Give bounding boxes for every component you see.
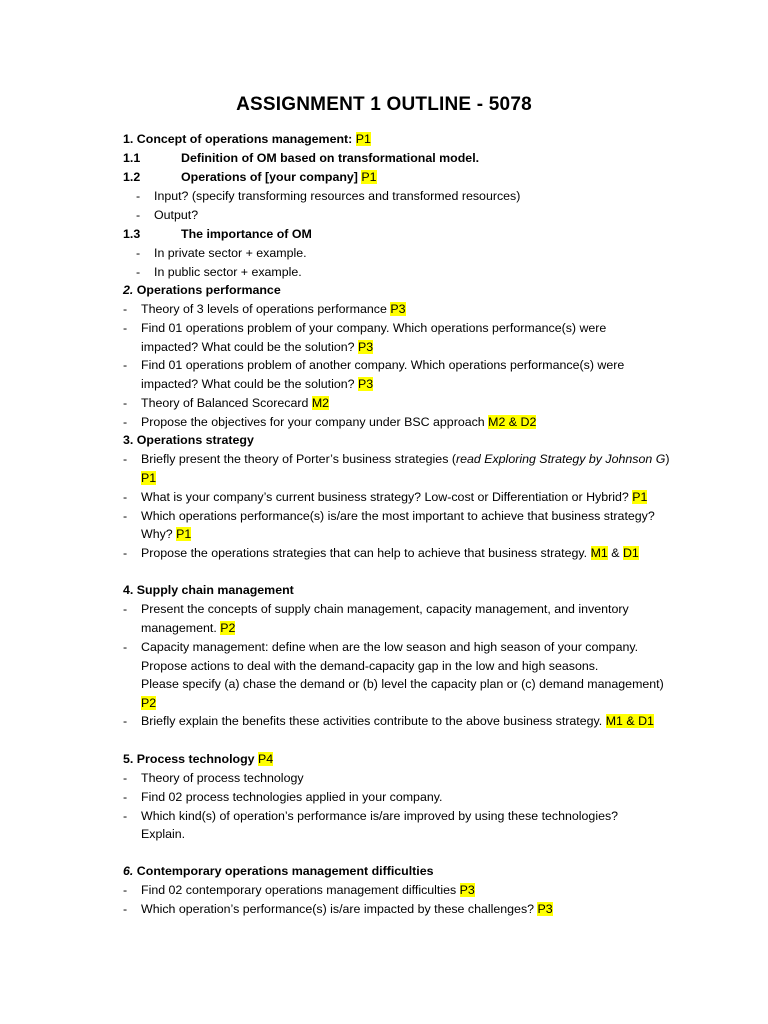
line-text: Briefly explain the benefits these activities contribute to the above business strategy. xyxy=(141,714,603,728)
grade-tag: M1 xyxy=(590,546,608,560)
bullet-dash: - xyxy=(123,771,128,785)
outline-line xyxy=(141,712,654,730)
outline-line xyxy=(141,319,606,337)
outline-line xyxy=(141,694,156,712)
bullet-dash: - xyxy=(123,509,128,523)
line-text-after: ) xyxy=(665,452,670,466)
line-text: Supply chain management xyxy=(136,583,294,597)
outline-line xyxy=(141,488,647,506)
outline-heading xyxy=(123,750,273,768)
outline-line xyxy=(141,807,618,825)
outline-line xyxy=(141,338,373,356)
bullet-dash: - xyxy=(123,396,128,410)
section-number: 3. xyxy=(123,433,134,447)
line-text: impacted? What could be the solution? xyxy=(141,340,355,354)
outline-heading xyxy=(123,149,479,167)
outline-line xyxy=(141,450,670,468)
section-number: 6. xyxy=(123,864,134,878)
grade-tag: P3 xyxy=(390,302,406,316)
line-text: Operations performance xyxy=(136,283,281,297)
bullet-dash: - xyxy=(123,640,128,654)
outline-line xyxy=(141,525,191,543)
bullet-dash: - xyxy=(136,265,141,279)
section-number: 4. xyxy=(123,583,134,597)
bullet-dash: - xyxy=(136,208,141,222)
tag-separator: & xyxy=(607,546,623,560)
bullet-dash: - xyxy=(123,883,128,897)
outline-line xyxy=(154,263,302,281)
outline-line xyxy=(141,769,304,787)
bullet-dash: - xyxy=(136,246,141,260)
bullet-dash: - xyxy=(123,490,128,504)
outline-line xyxy=(141,788,442,806)
line-text: Present the concepts of supply chain management, capacity management, and inventory xyxy=(141,602,629,616)
line-text: In private sector + example. xyxy=(154,246,307,260)
grade-tag: P1 xyxy=(141,471,157,485)
line-text: Why? xyxy=(141,527,173,541)
line-text: Concept of operations management: xyxy=(136,132,353,146)
outline-line xyxy=(154,206,198,224)
line-text: Definition of OM based on transformational model. xyxy=(181,151,480,165)
bullet-dash: - xyxy=(123,321,128,335)
grade-tag: P1 xyxy=(632,490,648,504)
outline-line xyxy=(141,394,329,412)
outline-line xyxy=(141,600,629,618)
bullet-dash: - xyxy=(123,602,128,616)
line-text: Theory of Balanced Scorecard xyxy=(141,396,309,410)
section-number: 1.2 xyxy=(123,170,141,184)
line-text: Contemporary operations management difficulties xyxy=(136,864,434,878)
section-number: 1.3 xyxy=(123,227,141,241)
outline-line xyxy=(141,675,664,693)
bullet-dash: - xyxy=(123,790,128,804)
line-text: Propose the operations strategies that can help to achieve that business strategy. xyxy=(141,546,588,560)
line-text: Briefly present the theory of Porter’s business strategies ( xyxy=(141,452,456,466)
line-text: management. xyxy=(141,621,217,635)
line-text: Output? xyxy=(154,208,199,222)
line-text: Input? (specify transforming resources and transformed resources) xyxy=(154,189,521,203)
outline-line xyxy=(141,469,156,487)
line-text: Operations strategy xyxy=(136,433,254,447)
bullet-dash: - xyxy=(136,189,141,203)
grade-tag: P3 xyxy=(357,340,374,354)
line-italic-text: read Exploring Strategy by Johnson G xyxy=(455,452,666,466)
bullet-dash: - xyxy=(123,546,128,560)
line-text: In public sector + example. xyxy=(154,265,302,279)
outline-line xyxy=(141,638,638,656)
bullet-dash: - xyxy=(123,302,128,316)
line-text: Please specify (a) chase the demand or (b) level the capacity plan or (c) demand management) xyxy=(141,677,664,691)
line-text: What is your company’s current business strategy? Low-cost or Differentiation or Hybrid? xyxy=(141,490,629,504)
line-text: Find 02 process technologies applied in your company. xyxy=(141,790,443,804)
outline-line xyxy=(141,507,655,525)
line-text: Which operation’s performance(s) is/are impacted by these challenges? xyxy=(141,902,535,916)
grade-tag: P4 xyxy=(258,752,274,766)
outline-heading xyxy=(123,168,377,186)
section-number: 1. xyxy=(123,132,134,146)
outline-line xyxy=(141,881,475,899)
section-number: 1.1 xyxy=(123,151,141,165)
grade-tag: P1 xyxy=(176,527,192,541)
line-text: Find 01 operations problem of your company. Which operations performance(s) were xyxy=(141,321,607,335)
grade-tag: D1 xyxy=(622,546,639,560)
outline-line xyxy=(141,619,235,637)
outline-line xyxy=(141,356,624,374)
outline-line xyxy=(141,413,536,431)
line-text: Which operations performance(s) is/are the most important to achieve that business strategy? xyxy=(141,509,655,523)
grade-tag: M2 xyxy=(311,396,330,410)
bullet-dash: - xyxy=(123,452,128,466)
line-text: Which kind(s) of operation’s performance is/are improved by using these technologies? xyxy=(141,809,619,823)
grade-tag: P3 xyxy=(357,377,374,391)
grade-tag: M1 & D1 xyxy=(605,714,654,728)
line-text: Process technology xyxy=(136,752,255,766)
outline-line xyxy=(141,900,553,918)
line-text: Explain. xyxy=(141,827,186,841)
outline-line xyxy=(141,657,598,675)
line-text: impacted? What could be the solution? xyxy=(141,377,355,391)
outline-heading xyxy=(123,581,294,599)
grade-tag: P2 xyxy=(220,621,236,635)
line-text: Propose the objectives for your company under BSC approach xyxy=(141,415,485,429)
line-text: Find 01 operations problem of another company. Which operations performance(s) were xyxy=(141,358,625,372)
outline-heading xyxy=(123,281,281,299)
outline-line xyxy=(141,544,639,562)
grade-tag: M2 & D2 xyxy=(488,415,537,429)
grade-tag: P3 xyxy=(459,883,475,897)
grade-tag: P1 xyxy=(355,132,371,146)
outline-heading xyxy=(123,130,371,148)
line-text: Propose actions to deal with the demand-capacity gap in the low and high seasons. xyxy=(141,659,599,673)
grade-tag: P1 xyxy=(361,170,377,184)
page-title: ASSIGNMENT 1 OUTLINE - 5078 xyxy=(236,94,532,115)
grade-tag: P3 xyxy=(537,902,553,916)
section-number: 2. xyxy=(123,283,134,297)
outline-line xyxy=(154,187,520,205)
bullet-dash: - xyxy=(123,358,128,372)
line-text: The importance of OM xyxy=(181,227,312,241)
outline-heading xyxy=(123,862,434,880)
outline-line xyxy=(141,375,373,393)
outline-line xyxy=(141,825,185,843)
line-text: Theory of 3 levels of operations performance xyxy=(141,302,387,316)
line-text: Operations of [your company] xyxy=(181,170,358,184)
line-text: Theory of process technology xyxy=(141,771,304,785)
bullet-dash: - xyxy=(123,714,128,728)
outline-heading xyxy=(123,225,312,243)
bullet-dash: - xyxy=(123,809,128,823)
outline-line xyxy=(141,300,406,318)
section-number: 5. xyxy=(123,752,134,766)
outline-line xyxy=(154,244,307,262)
outline-heading xyxy=(123,431,254,449)
line-text: Capacity management: define when are the low season and high season of your company. xyxy=(141,640,639,654)
bullet-dash: - xyxy=(123,415,128,429)
bullet-dash: - xyxy=(123,902,128,916)
grade-tag: P2 xyxy=(141,696,157,710)
line-text: Find 02 contemporary operations management difficulties xyxy=(141,883,457,897)
